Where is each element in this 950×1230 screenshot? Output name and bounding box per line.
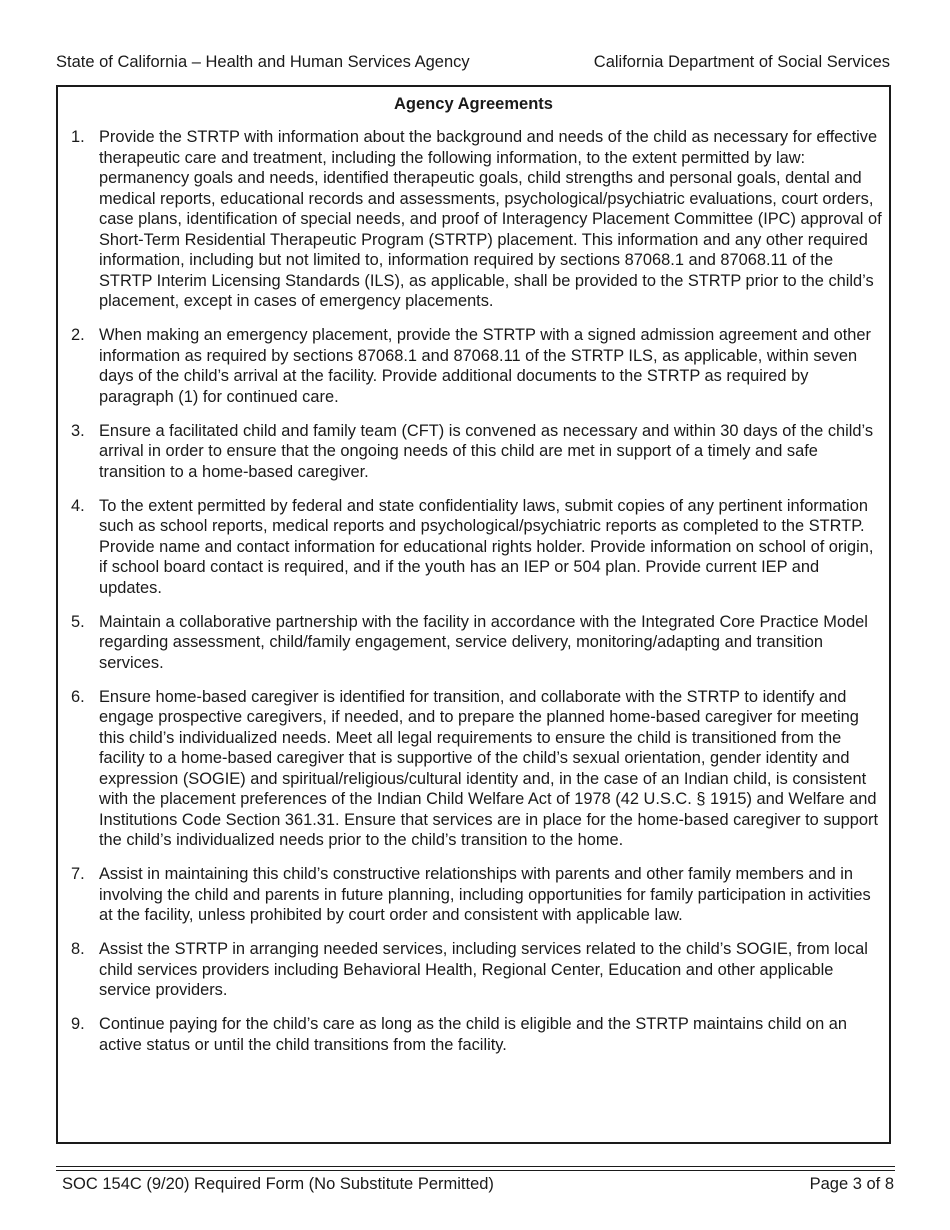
footer-divider-bottom — [56, 1170, 895, 1171]
item-number: 8. — [71, 940, 85, 958]
item-text: Maintain a collaborative partnership with the facility in accordance with the Integrated Core Practice Model regarding assessment, child/family engagement, service delivery, monitoring/adapting and transition services. — [99, 612, 868, 672]
item-number: 5. — [71, 612, 85, 631]
section-title: Agency Agreements — [394, 95, 553, 113]
page-footer — [62, 1174, 894, 1194]
item-number: 9. — [71, 1015, 85, 1033]
item-number: 4. — [71, 496, 85, 515]
item-text: Continue paying for the child’s care as long as the child is eligible and the STRTP maintains child on an active status or until the child transitions from the facility. — [99, 1015, 848, 1054]
item-number: 7. — [71, 865, 85, 883]
item-text: Assist the STRTP in arranging needed services, including services related to the child’s SOGIE, from local child services providers including Behavioral Health, Regional Center, Education and other applicable service providers. — [99, 940, 868, 999]
agreement-item-4 — [68, 496, 883, 599]
page-number: Page 3 of 8 — [809, 1175, 894, 1193]
item-text: Ensure home-based caregiver is identified for transition, and collaborate with the STRTP to identify and engage prospective caregivers, if needed, and to prepare the planned home-based caregiver for meeting this child’s individualized needs. Meet all legal requirements to ensure the child is transitioned from the facility to a home-based caregiver that is supportive of the child’s sexual orientation, gender identity and expression (SOGIE) and spiritual/religious/cultural identity and, in the case of an Indian child, is consistent with the placement preferences of the Indian Child Welfare Act of 1978 (42 U.S.C. § 1915) and Welfare and Institutions Code Section 361.31. Ensure that services are in place for the home-based caregiver to support the child’s individualized needs prior to the child’s transition to the home. — [99, 687, 878, 849]
header-department: California Department of Social Services — [593, 53, 890, 71]
header-agency: State of California – Health and Human Services Agency — [56, 53, 470, 71]
footer-divider-top — [56, 1166, 895, 1167]
page-header — [56, 52, 890, 72]
item-text: Provide the STRTP with information about the background and needs of the child as necessary for effective therapeutic care and treatment, including the following information, to the extent permitted by law: permanency goals and needs, identified therapeutic goals, child strengths and personal goals, dental and medical reports, educational records and assessments, psychological/psychiatric evaluations, court orders, case plans, identification of special needs, and proof of Interagency Placement Committee (IPC) approval of Short-Term Residential Therapeutic Program (STRTP) placement. This information and any other required information, including but not limited to, information required by sections 87068.1 and 87068.11 of the STRTP Interim Licensing Standards (ILS), as applicable, shall be provided to the STRTP prior to the child’s placement, except in cases of emergency placements. — [99, 128, 882, 310]
agreement-item-6 — [68, 687, 883, 851]
item-text: To the extent permitted by federal and state confidentiality laws, submit copies of any pertinent information such as school reports, medical reports and psychological/psychiatric reports as completed to the STRTP. Provide name and contact information for educational rights holder. Provide information on school of origin, if school board contact is required, and if the youth has an IEP or 504 plan. Provide current IEP and updates. — [99, 496, 874, 597]
item-number: 1. — [71, 128, 85, 146]
item-text: Ensure a facilitated child and family team (CFT) is convened as necessary and within 30 days of the child’s arrival in order to ensure that the ongoing needs of this child are met in support of a timely and safe transition to a home-based caregiver. — [99, 421, 874, 481]
agency-agreements-section — [56, 85, 891, 1144]
agreement-item-5 — [68, 612, 883, 674]
agreement-item-3 — [68, 421, 883, 483]
agreement-item-7 — [68, 864, 883, 926]
item-number: 2. — [71, 326, 85, 344]
item-text: When making an emergency placement, provide the STRTP with a signed admission agreement and other information as required by sections 87068.1 and 87068.11 of the STRTP ILS, as applicable, within seven days of the child’s arrival at the facility. Provide additional documents to the STRTP as required by paragraph (1) for continued care. — [99, 326, 871, 406]
agreement-item-9 — [68, 1014, 883, 1055]
item-number: 3. — [71, 421, 85, 440]
agreement-item-1 — [68, 127, 883, 312]
agreement-item-8 — [68, 939, 883, 1001]
agreement-item-2 — [68, 325, 883, 407]
agreements-list — [68, 127, 883, 1069]
form-identifier: SOC 154C (9/20) Required Form (No Substitute Permitted) — [62, 1175, 494, 1193]
item-number: 6. — [71, 687, 85, 706]
item-text: Assist in maintaining this child’s constructive relationships with parents and other family members and in involving the child and parents in future planning, including opportunities for family participation in activities at the facility, unless prohibited by court order and consistent with applicable law. — [99, 865, 871, 924]
